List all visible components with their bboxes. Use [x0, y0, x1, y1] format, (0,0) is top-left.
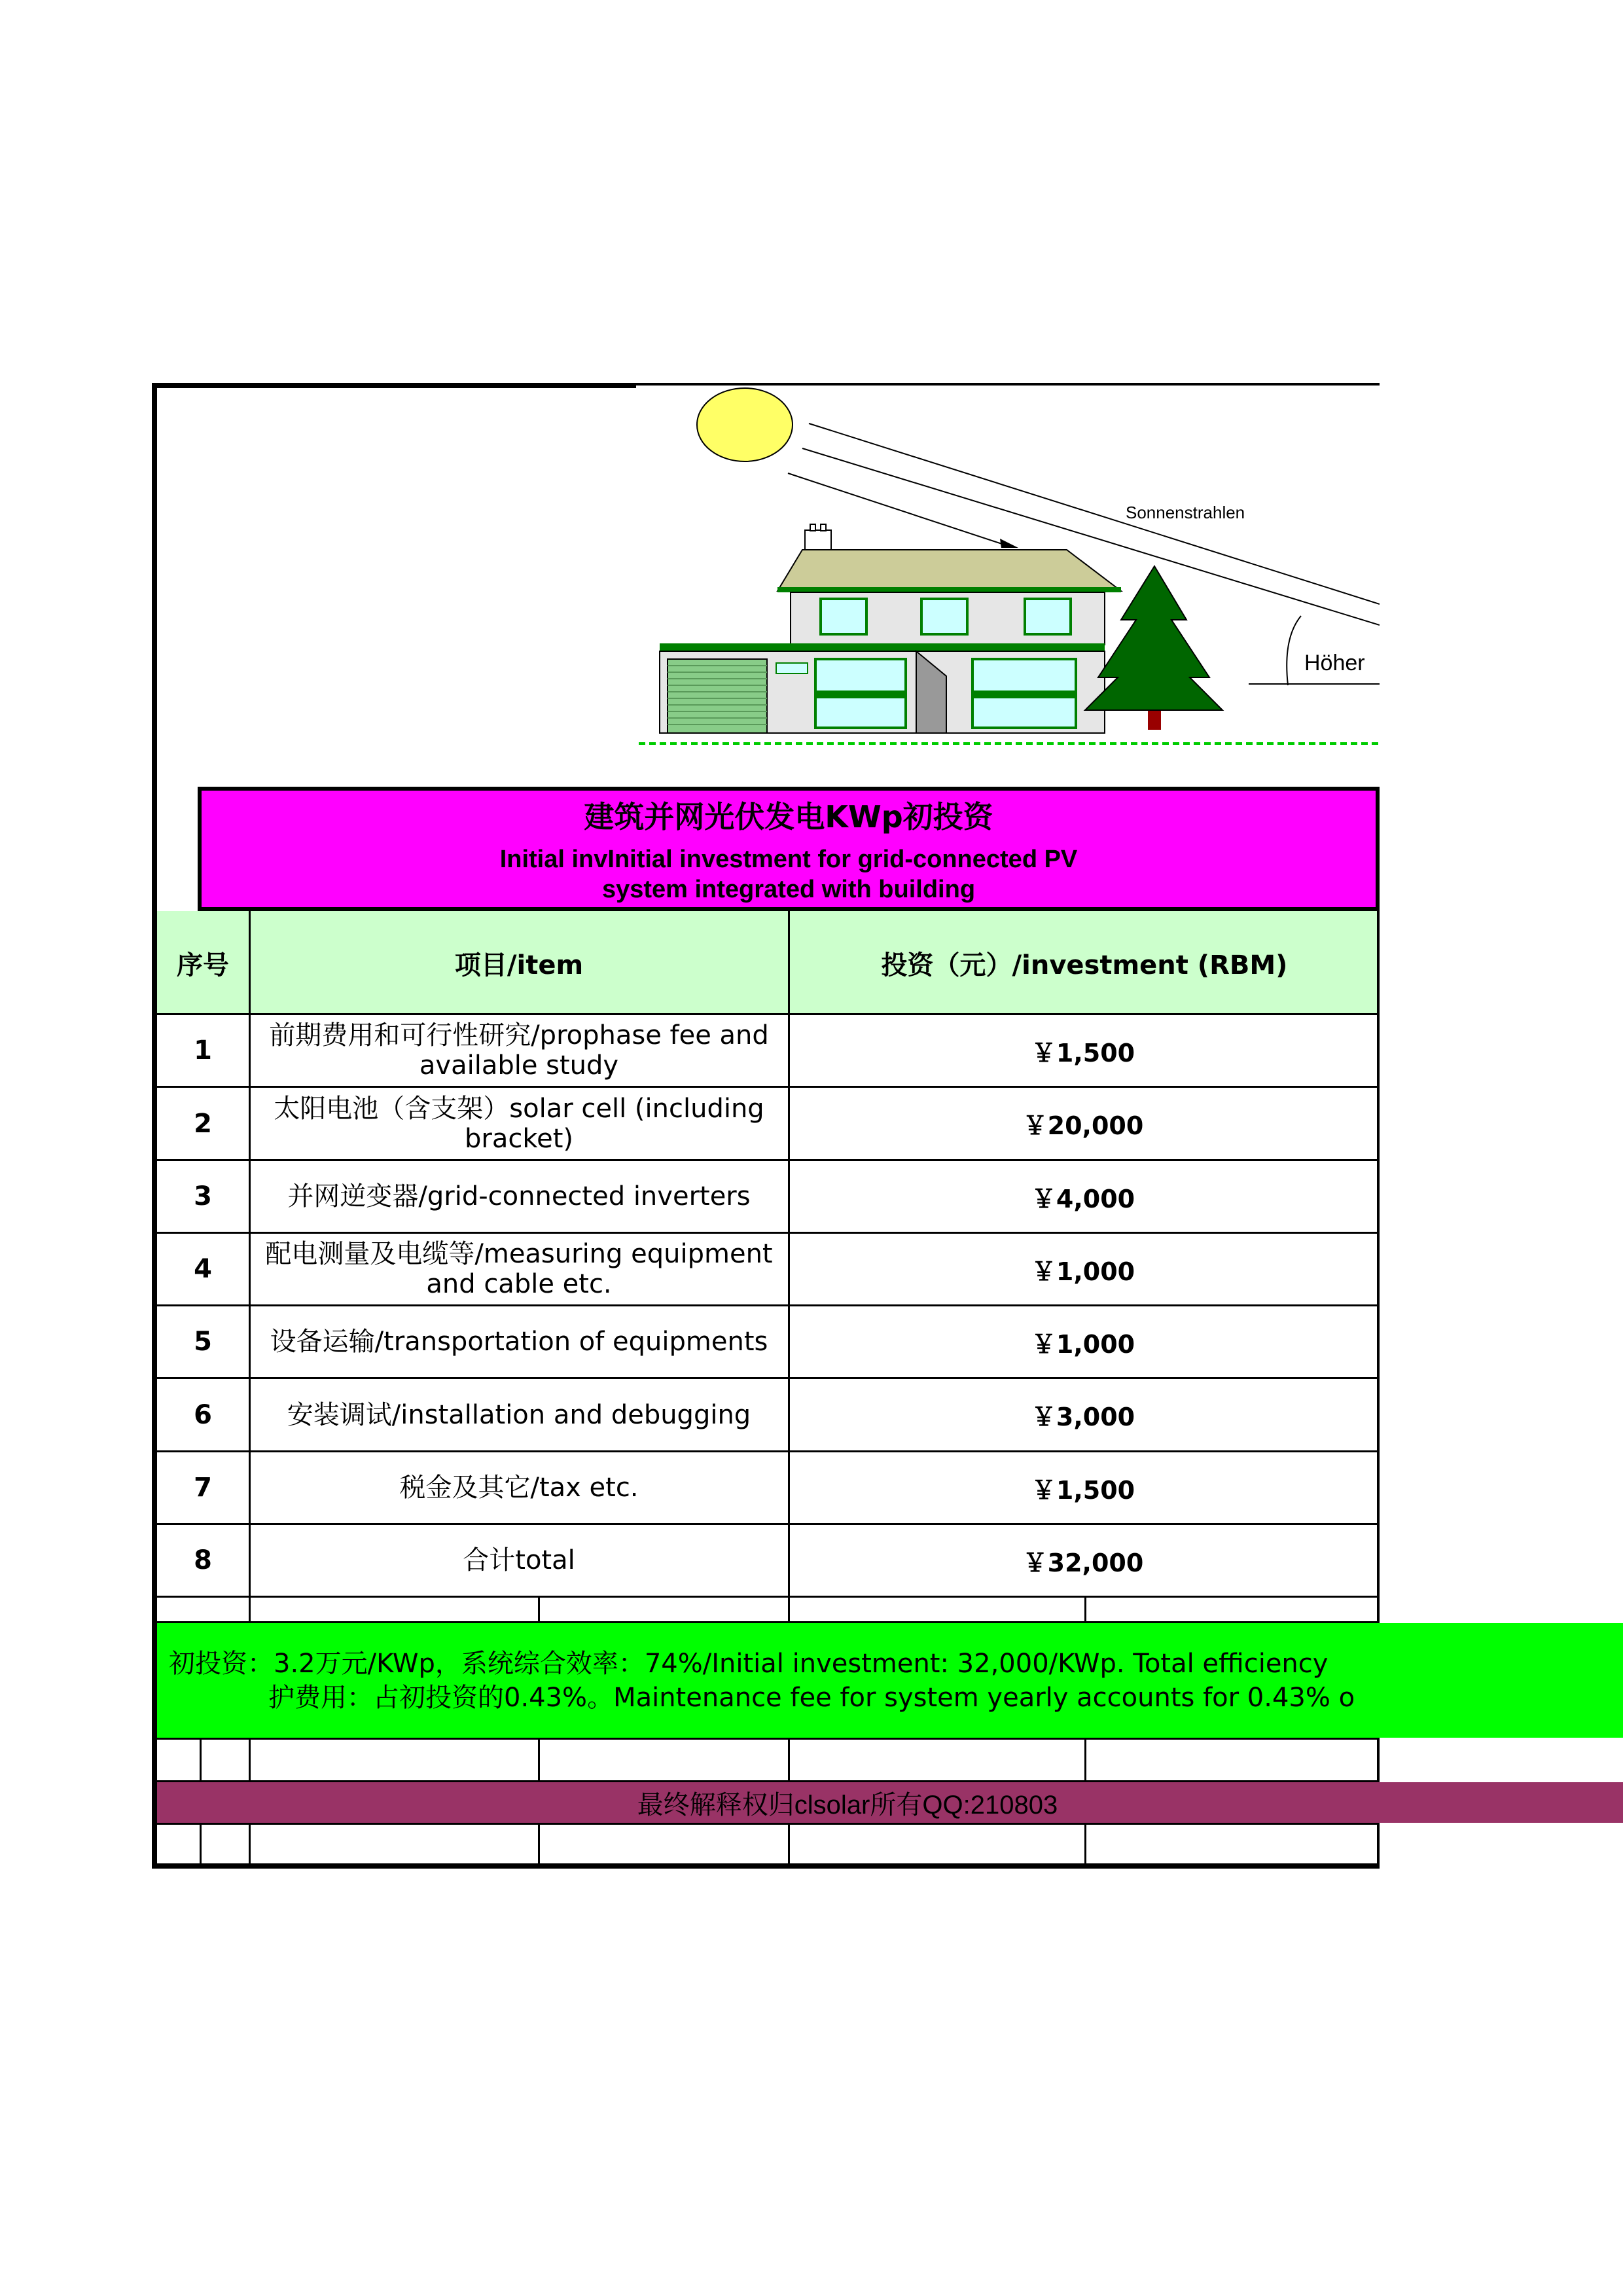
- sun-shape: [697, 388, 793, 461]
- table-row-5-item: [250, 1306, 788, 1377]
- title-english-line2: system integrated with building: [601, 876, 976, 903]
- table-row-3-no: 3: [194, 1181, 212, 1211]
- title-english-line1: Initial invInitial investment for grid-connected PV: [499, 846, 1078, 873]
- frame-left: [152, 383, 157, 1869]
- table-row-4-item-line2: and cable etc.: [426, 1269, 612, 1299]
- table-row-2-no: 2: [194, 1108, 212, 1139]
- table-row-2-amount: ￥20,000: [1022, 1111, 1144, 1140]
- summary-line-2: 护费用：占初投资的0.43%。Maintenance fee for system yearly accounts for 0.43% o: [268, 1683, 1355, 1713]
- table-row-6-amount: ￥3,000: [1031, 1403, 1135, 1431]
- table-row-1-item: [250, 1015, 788, 1086]
- header-no: 序号: [177, 950, 229, 980]
- table-row-1-item-line2: available study: [419, 1050, 619, 1081]
- table-row-2-item: [250, 1088, 788, 1159]
- table-row-4-item: [250, 1234, 788, 1304]
- footer-band: [157, 1782, 1623, 1823]
- table-row-8-item: [250, 1525, 788, 1596]
- table-row-5-item-line1: 设备运输/transportation of equipments: [270, 1327, 768, 1357]
- frame-bottom: [152, 1863, 1380, 1869]
- table-row-3-item-line1: 并网逆变器/grid-connected inverters: [287, 1181, 751, 1211]
- table-row-7-item-line1: 税金及其它/tax etc.: [399, 1473, 639, 1503]
- table-row-8-amount: ￥32,000: [1022, 1548, 1144, 1577]
- table-row-2-item-line2: bracket): [465, 1123, 573, 1154]
- title-chinese: 建筑并网光伏发电KWp初投资: [584, 799, 993, 834]
- footer-text: 最终解释权归clsolar所有QQ:210803: [637, 1790, 1058, 1820]
- table-row-7-amount: ￥1,500: [1031, 1475, 1135, 1505]
- table-row-1-amount: ￥1,500: [1031, 1038, 1135, 1067]
- table-row-5-no: 5: [194, 1327, 212, 1357]
- table-row-4-amount: ￥1,000: [1031, 1257, 1135, 1286]
- table-row-7-item: [250, 1452, 788, 1523]
- header-item: 项目/item: [454, 950, 584, 980]
- table-row-3-item: [250, 1161, 788, 1232]
- frame-top-right: [636, 383, 1380, 386]
- table-row-6-no: 6: [194, 1399, 212, 1430]
- house-sun-illustration: [633, 383, 1380, 749]
- table-row-6-item-line1: 安装调试/installation and debugging: [287, 1399, 751, 1430]
- table-row-8-item-line1: 合计total: [463, 1545, 575, 1575]
- angle-label: Höher: [1304, 651, 1365, 675]
- summary-band: [157, 1623, 1623, 1738]
- table-row-5-amount: ￥1,000: [1031, 1329, 1135, 1359]
- table-row-4-no: 4: [194, 1254, 212, 1284]
- summary-line-1: 初投资：3.2万元/KWp，系统综合效率：74%/Initial investment: 32,000/KWp. Total efficiency: [169, 1649, 1329, 1679]
- table-row-3-amount: ￥4,000: [1031, 1184, 1135, 1213]
- table-row-8-no: 8: [194, 1545, 212, 1575]
- table-row-4-item-line1: 配电测量及电缆等/measuring equipment: [265, 1239, 773, 1269]
- table-row-7-no: 7: [194, 1473, 212, 1503]
- ray-label: Sonnenstrahlen: [1126, 503, 1245, 522]
- frame-top-left: [152, 383, 636, 388]
- table-row-1-no: 1: [194, 1035, 212, 1066]
- table-row-6-item: [250, 1379, 788, 1450]
- table-row-1-item-line1: 前期费用和可行性研究/prophase fee and: [269, 1020, 769, 1050]
- header-investment: 投资（元）/investment (RBM): [881, 950, 1288, 980]
- table-row-2-item-line1: 太阳电池（含支架）solar cell (including: [274, 1093, 764, 1124]
- title-band: [198, 787, 1380, 911]
